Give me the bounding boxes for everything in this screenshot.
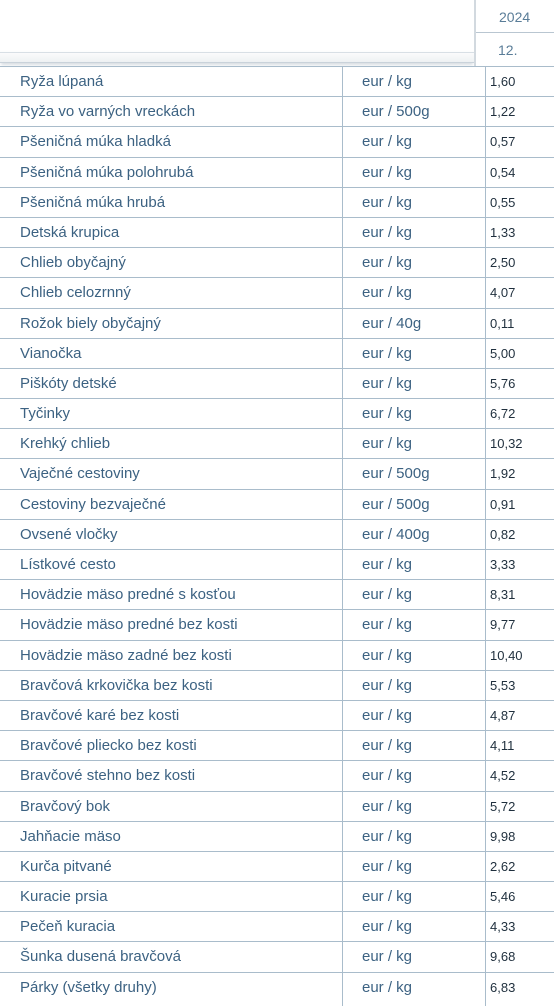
table-row (0, 761, 554, 791)
price-value: 0,57 (490, 134, 516, 150)
product-name: Vianočka (20, 344, 82, 362)
unit-label: eur / kg (362, 73, 413, 90)
unit-label: eur / kg (362, 616, 413, 634)
table-row (0, 158, 554, 188)
unit-label: eur / kg (362, 767, 413, 785)
table-row (0, 520, 554, 550)
unit-label: eur / 500g (362, 495, 430, 513)
price-value: 4,07 (490, 285, 516, 301)
price-value: 10,40 (490, 647, 523, 663)
unit-label: eur / kg (362, 193, 413, 211)
table-row (0, 641, 554, 671)
table-row (0, 550, 554, 580)
table-row (0, 490, 554, 520)
price-value: 5,72 (490, 798, 516, 814)
product-name: Jahňacie mäso (20, 827, 121, 845)
price-value: 2,62 (490, 858, 516, 874)
product-name: Tyčinky (20, 405, 71, 423)
price-value: 9,77 (490, 617, 516, 633)
unit-label: eur / kg (362, 797, 413, 815)
table-row (0, 309, 554, 339)
price-value: 4,33 (490, 919, 516, 935)
unit-label: eur / kg (362, 646, 413, 664)
product-name: Ovsené vločky (20, 525, 118, 543)
table-row (0, 701, 554, 731)
price-value: 0,11 (490, 315, 515, 331)
unit-label: eur / kg (362, 435, 413, 453)
unit-label: eur / kg (362, 978, 413, 996)
unit-label: eur / kg (362, 405, 413, 423)
price-value: 3,33 (490, 557, 516, 572)
unit-label: eur / kg (362, 133, 413, 151)
price-value: 1,33 (490, 224, 516, 240)
product-name: Bravčové pliecko bez kosti (20, 737, 197, 755)
price-value: 6,83 (490, 979, 516, 995)
product-name: Bravčové stehno bez kosti (20, 767, 196, 785)
price-value: 1,92 (490, 466, 516, 482)
unit-label: eur / 40g (362, 314, 422, 332)
product-name: Krehký chlieb (20, 435, 111, 453)
unit-label: eur / kg (362, 888, 413, 906)
table-row (0, 822, 554, 852)
price-value: 8,31 (490, 587, 516, 603)
table-header (0, 0, 554, 67)
product-name: Kuracie prsia (20, 888, 108, 906)
product-name: Lístkové cesto (20, 556, 116, 573)
product-name: Cestoviny bezvaječné (20, 495, 166, 513)
table-row (0, 792, 554, 822)
product-name: Pšeničná múka polohrubá (20, 163, 194, 181)
product-name: Piškóty detské (20, 374, 117, 392)
header-blank-cell (0, 0, 474, 63)
product-name: Kurča pitvané (20, 857, 112, 875)
price-value: 10,32 (490, 436, 523, 452)
product-name: Pšeničná múka hrubá (20, 193, 166, 211)
table-row (0, 248, 554, 278)
table-row (0, 399, 554, 429)
product-name: Šunka dusená bravčová (20, 948, 181, 966)
product-name: Rožok biely obyčajný (20, 314, 161, 332)
product-name: Detská krupica (20, 223, 120, 241)
unit-label: eur / 500g (362, 465, 430, 483)
product-name: Chlieb obyčajný (20, 254, 126, 272)
table-row (0, 580, 554, 610)
year-header: 2024 (476, 1, 554, 33)
price-value: 6,72 (490, 406, 516, 422)
product-name: Bravčová krkovička bez kosti (20, 676, 213, 694)
price-value: 1,22 (490, 104, 516, 120)
table-row (0, 973, 554, 1003)
unit-label: eur / kg (362, 586, 413, 604)
product-name: Ryža lúpaná (20, 73, 104, 90)
price-value: 4,87 (490, 707, 516, 723)
table-row (0, 882, 554, 912)
product-name: Pšeničná múka hladká (20, 133, 171, 151)
unit-label: eur / kg (362, 556, 413, 573)
product-name: Bravčové karé bez kosti (20, 706, 180, 724)
product-name: Vaječné cestoviny (20, 465, 140, 483)
price-value: 0,82 (490, 526, 516, 542)
price-value: 2,50 (490, 255, 516, 271)
price-value: 0,54 (490, 164, 516, 180)
price-value: 0,55 (490, 194, 516, 210)
table-row (0, 731, 554, 761)
price-value: 5,53 (490, 677, 516, 693)
table-row (0, 127, 554, 157)
unit-label: eur / kg (362, 706, 413, 724)
product-name: Hovädzie mäso zadné bez kosti (20, 646, 232, 664)
unit-label: eur / kg (362, 948, 413, 966)
table-row (0, 610, 554, 640)
product-name: Chlieb celozrnný (20, 284, 131, 302)
table-row (0, 97, 554, 127)
table-row (0, 278, 554, 308)
unit-label: eur / kg (362, 857, 413, 875)
price-value: 5,76 (490, 375, 516, 391)
table-row (0, 942, 554, 972)
table-row (0, 912, 554, 942)
price-value: 4,52 (490, 768, 516, 784)
unit-label: eur / kg (362, 163, 413, 181)
product-name: Pečeň kuracia (20, 918, 116, 936)
table-row (0, 429, 554, 459)
price-value: 1,60 (490, 74, 516, 89)
price-table (0, 67, 554, 1003)
price-value: 9,68 (490, 949, 516, 965)
unit-label: eur / kg (362, 223, 413, 241)
table-row (0, 218, 554, 248)
table-row (0, 67, 554, 97)
table-row (0, 671, 554, 701)
price-value: 5,46 (490, 889, 516, 905)
product-name: Bravčový bok (20, 797, 111, 815)
price-value: 9,98 (490, 828, 516, 844)
price-value: 4,11 (490, 738, 515, 754)
unit-label: eur / kg (362, 827, 413, 845)
unit-label: eur / kg (362, 254, 413, 272)
unit-label: eur / kg (362, 344, 413, 362)
product-name: Párky (všetky druhy) (20, 978, 157, 996)
table-row (0, 339, 554, 369)
product-name: Hovädzie mäso predné bez kosti (20, 616, 238, 634)
unit-label: eur / kg (362, 918, 413, 936)
month-header: 12. (498, 42, 518, 58)
unit-label: eur / 500g (362, 103, 430, 121)
unit-label: eur / kg (362, 284, 413, 302)
unit-label: eur / kg (362, 374, 413, 392)
price-value: 0,91 (490, 496, 516, 512)
product-name: Ryža vo varných vreckách (20, 103, 196, 121)
unit-label: eur / kg (362, 737, 413, 755)
table-row (0, 369, 554, 399)
table-row (0, 188, 554, 218)
unit-label: eur / kg (362, 676, 413, 694)
table-row (0, 459, 554, 489)
unit-label: eur / 400g (362, 525, 430, 543)
table-row (0, 852, 554, 882)
price-value: 5,00 (490, 345, 516, 361)
product-name: Hovädzie mäso predné s kosťou (20, 586, 236, 604)
